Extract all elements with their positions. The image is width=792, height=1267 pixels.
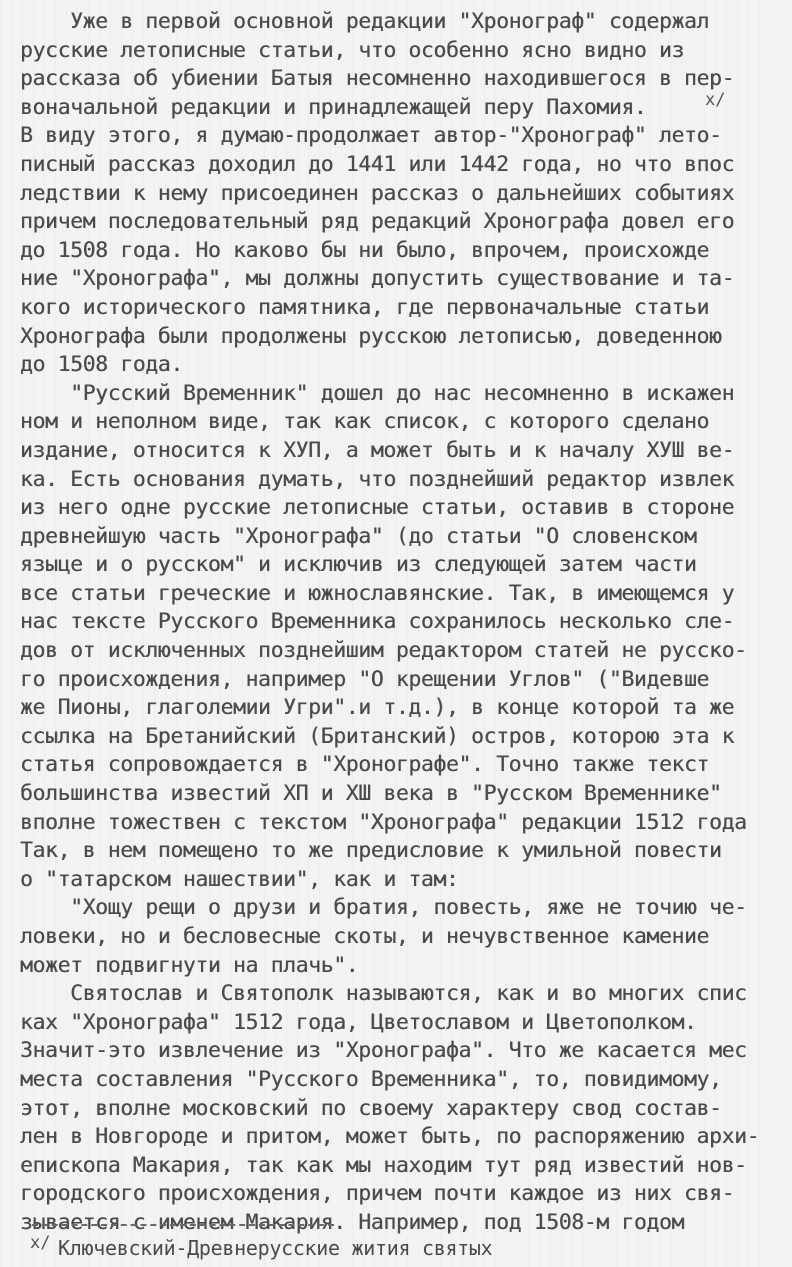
text-line: "Русский Временник" дошел до нас несомненно в искажен	[20, 380, 735, 406]
text-line: Уже в первой основной редакции "Хронограф" содержал	[20, 9, 710, 34]
footnote-separator	[32, 1224, 334, 1226]
text-line: го происхождения, например "О крещении Углов" ("Видевше	[20, 666, 710, 692]
text-line: языце и о русском" и исключив из следующей затем части	[20, 552, 697, 578]
text-line: до 1508 года.	[20, 352, 183, 378]
text-line: статья сопровождается в "Хронографе". Точно также текст	[20, 752, 710, 778]
text-line: русские летописные статьи, что особенно ясно видно из	[20, 37, 684, 63]
text-line: ном и неполном виде, так как список, с которого сделано	[20, 409, 710, 435]
text-line: В виду этого, я думаю-продолжает автор-"Хронограф" лето-	[20, 123, 722, 149]
text-line: рассказа об убиении Батыя несомненно находившегося в пер-	[20, 66, 735, 92]
text-line: ка. Есть основания думать, что позднейший редактор извлек	[20, 466, 735, 492]
text-line: ках "Хронографа" 1512 года, Цветославом и Цветополком.	[20, 1009, 697, 1035]
text-line: ловеки, но и бесловесные скоты, и нечувственное камение	[20, 924, 710, 949]
text-line: зывается с именем Макария. Например, под 1508-м годом	[20, 1209, 684, 1235]
text-line: "Хощу рещи о друзи и братия, повесть, яже не точию че-	[20, 895, 747, 921]
text-line: ние "Хронографа", мы должны допустить существование и та-	[20, 266, 735, 292]
text-line: ссылка на Бретанийский (Британский) остров, которою эта к	[20, 723, 735, 749]
text-line: издание, относится к ХУП, а может быть и к началу ХУШ ве-	[20, 437, 735, 463]
text-line: воначальной редакции и принадлежащей перу Пахомия.	[20, 94, 647, 120]
text-line: вполне тожествен с текстом "Хронографа" редакции 1512 года	[20, 809, 747, 835]
body-text	[20, 8, 790, 1238]
text-line: все статьи греческие и южнославянские. Так, в имеющемся у	[20, 580, 735, 606]
text-line: причем последовательный ряд редакций Хронографа довел его	[20, 209, 735, 235]
text-line: о "татарском нашествии", как и там:	[20, 866, 459, 892]
text-line: городского происхождения, причем почти каждое из них свя-	[20, 1181, 735, 1207]
footnote-mark: x/	[30, 1233, 51, 1253]
text-line: писный рассказ доходил до 1441 или 1442 года, но что впос	[20, 151, 735, 177]
text-line: Святослав и Святополк называются, как и во многих спис	[20, 981, 747, 1007]
text-line: места составления "Русского Временника", то, повидимому,	[20, 1066, 722, 1092]
text-line: из него одне русские летописные статьи, оставив в стороне	[20, 495, 735, 521]
text-line: ледствии к нему присоединен рассказ о дальнейших событиях	[20, 180, 735, 206]
text-line: же Пионы, глаголемии Угри".и т.д.), в конце которой та же	[20, 695, 735, 721]
text-line: нас тексте Русского Временника сохранилось несколько сле-	[20, 609, 735, 635]
text-line: Так, в нем помещено то же предисловие к умильной повести	[20, 838, 722, 864]
text-line: лен в Новгороде и притом, может быть, по распоряжению архи-	[20, 1124, 760, 1150]
footnote-reference-mark: x/	[705, 90, 726, 110]
text-line: древнейшую часть "Хронографа" (до статьи "О словенском	[20, 523, 697, 549]
text-line: дов от исключенных позднейшим редактором статей не русско-	[20, 638, 747, 664]
text-line: епископа Макария, так как мы находим тут ряд известий нов-	[20, 1152, 747, 1178]
text-line: может подвигнути на плачь".	[20, 952, 359, 978]
text-line: кого исторического памятника, где первоначальные статьи	[20, 294, 710, 320]
footnote-text: Ключевский-Древнерусские жития святых	[58, 1236, 493, 1260]
text-line: Хронографа были продолжены русскою летописью, доведенною	[20, 323, 722, 349]
text-line: этот, вполне московский по своему характеру свод состав-	[20, 1095, 722, 1121]
text-line: Значит-это извлечение из "Хронографа". Что же касается мес	[20, 1038, 747, 1064]
text-line: до 1508 года. Но каково бы ни было, впрочем, происхожде	[20, 237, 710, 263]
text-line: большинства известий ХП и ХШ века в "Русском Временнике"	[20, 781, 722, 807]
